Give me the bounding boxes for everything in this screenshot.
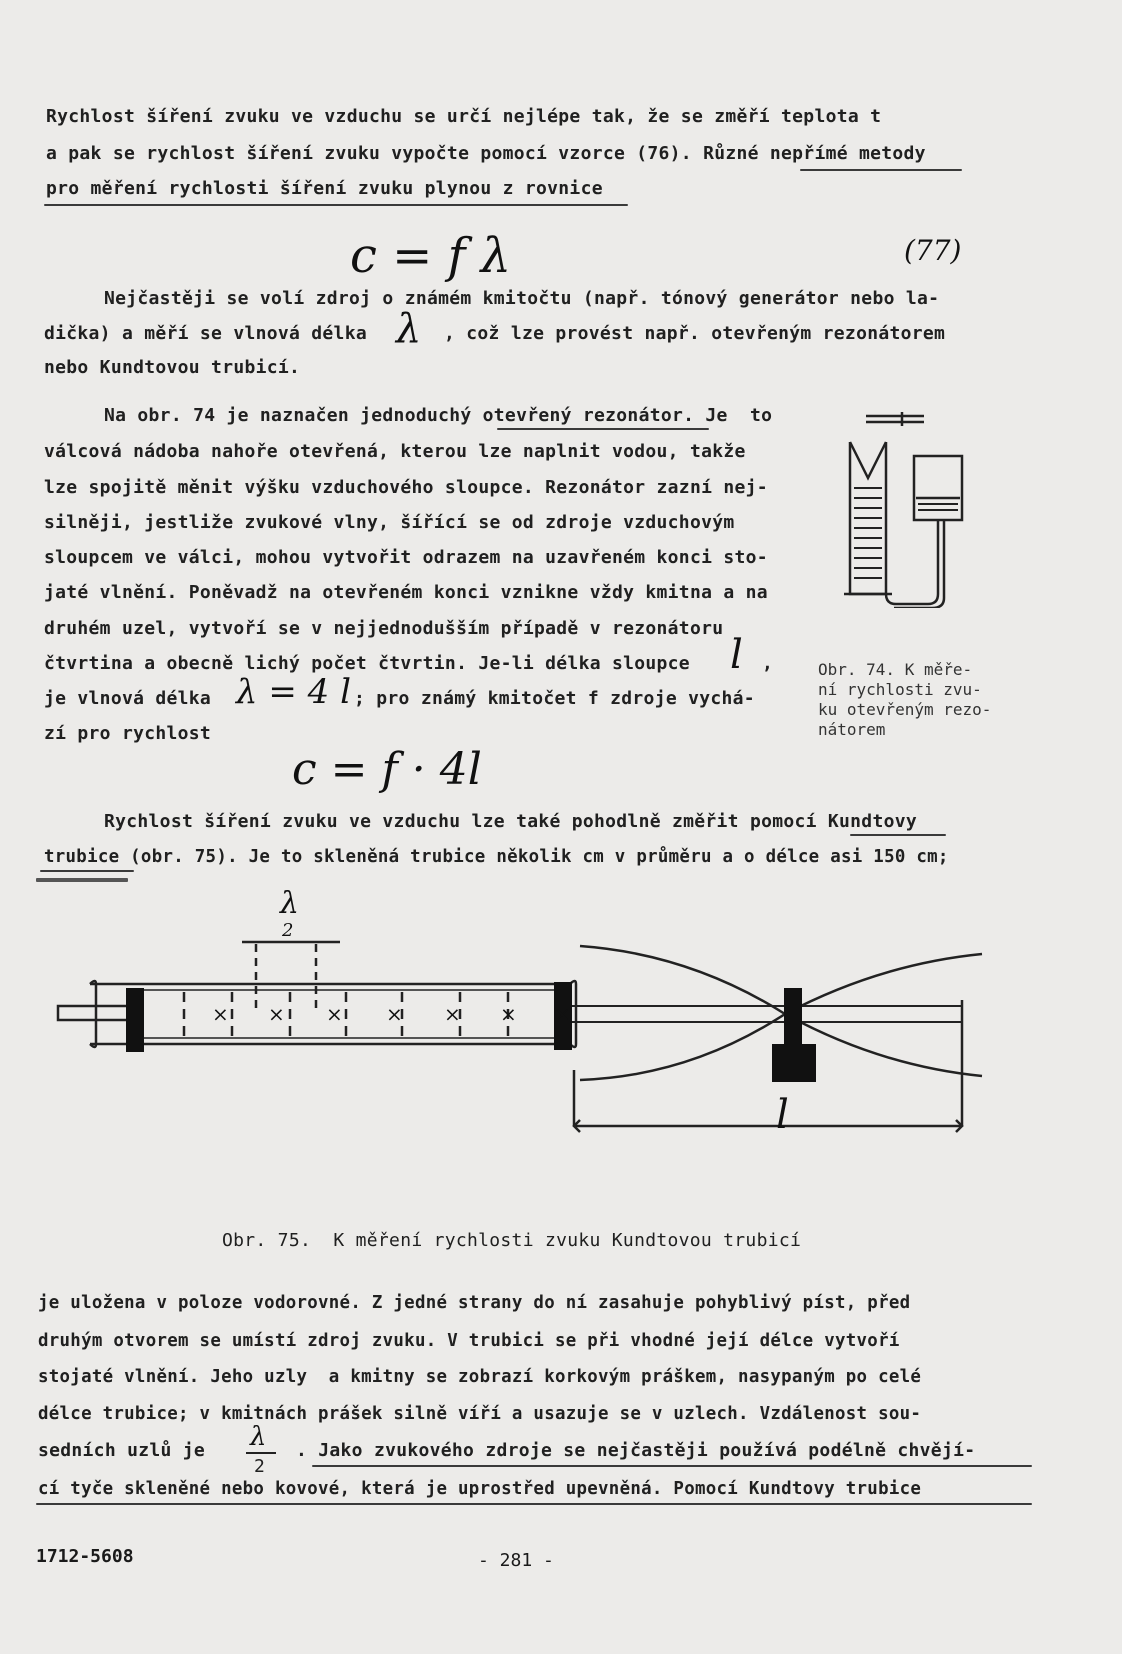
text-line: lze spojitě měnit výšku vzduchového sloupce. Rezonátor zazní nej- xyxy=(44,477,768,498)
length-symbol: l xyxy=(730,632,743,678)
text-line: délce trubice; v kmitnách prášek silně víří a usazuje se v uzlech. Vzdálenost sou- xyxy=(38,1404,922,1424)
node-mark: × xyxy=(554,1002,571,1026)
node-mark: × xyxy=(268,1002,285,1026)
fraction-bar xyxy=(246,1452,276,1454)
node-mark: × xyxy=(212,1002,229,1026)
figure-74-caption: nátorem xyxy=(818,720,886,739)
figure-75-caption: Obr. 75. K měření rychlosti zvuku Kundtovou trubicí xyxy=(222,1230,802,1251)
text-line: . Jako zvukového zdroje se nejčastěji používá podélně chvějí- xyxy=(296,1440,976,1461)
text-line: válcová nádoba nahoře otevřená, kterou lze naplnit vodou, takže xyxy=(44,441,746,462)
equation-77: c = f λ xyxy=(350,228,512,284)
text-line: silněji, jestliže zvukové vlny, šířící se od zdroje vzduchovým xyxy=(44,512,735,533)
lambda-half-numerator: λ xyxy=(280,886,300,921)
figure-74-caption: ku otevřeným rezo- xyxy=(818,700,992,719)
text-line: jaté vlnění. Poněvadž na otevřeném konci vznikne vždy kmitna a na xyxy=(44,582,768,603)
text-line: a pak se rychlost šíření zvuku vypočte pomocí vzorce (76). Různé nepřímé metody xyxy=(46,143,926,164)
resonator-figure xyxy=(836,408,986,608)
text-line: cí tyče skleněné nebo kovové, která je uprostřed upevněná. Pomocí Kundtovy trubice xyxy=(38,1479,922,1499)
figure-74-caption: Obr. 74. K měře- xyxy=(818,660,973,679)
underline xyxy=(40,870,134,872)
text-line: je uložena v poloze vodorovné. Z jedné strany do ní zasahuje pohyblivý píst, před xyxy=(38,1293,911,1313)
document-code: 1712-5608 xyxy=(36,1546,134,1567)
node-mark: × xyxy=(326,1002,343,1026)
lambda-equation: λ = 4 l xyxy=(236,672,351,712)
fraction-denominator: 2 xyxy=(254,1456,266,1477)
underline xyxy=(497,428,709,430)
text-line: druhém uzel, vytvoří se v nejjednodušším případě v rezonátoru xyxy=(44,618,724,639)
text-line: je vlnová délka xyxy=(44,688,212,709)
underline xyxy=(36,1503,1032,1505)
lambda-half-denominator: 2 xyxy=(282,920,294,941)
text-line: čtvrtina a obecně lichý počet čtvrtin. Je-li délka sloupce xyxy=(44,653,690,674)
text-line: ; pro známý kmitočet f zdroje vychá- xyxy=(354,688,755,709)
text-line: druhým otvorem se umístí zdroj zvuku. V trubici se při vhodné její délce vytvoří xyxy=(38,1331,900,1351)
text-line: nebo Kundtovou trubicí. xyxy=(44,357,301,378)
equation-number: (77) xyxy=(904,234,962,267)
node-mark: × xyxy=(500,1002,517,1026)
lambda-symbol: λ xyxy=(396,306,422,352)
text-line: sedních uzlů je xyxy=(38,1440,206,1461)
page-number: - 281 - xyxy=(478,1550,554,1571)
node-mark: × xyxy=(386,1002,403,1026)
text-line: zí pro rychlost xyxy=(44,723,212,744)
underline xyxy=(44,204,628,206)
text-line: pro měření rychlosti šíření zvuku plynou z rovnice xyxy=(46,178,603,199)
underline xyxy=(800,169,962,171)
text-line: Na obr. 74 je naznačen jednoduchý otevřený rezonátor. Je to xyxy=(104,405,773,426)
underline xyxy=(850,834,946,836)
kundt-tube-figure xyxy=(50,930,1062,1190)
tube-length-label: l xyxy=(776,1092,789,1138)
text-line: Rychlost šíření zvuku ve vzduchu lze také pohodlně změřit pomocí Kundtovy xyxy=(104,811,917,832)
text-line: trubice (obr. 75). Je to skleněná trubice několik cm v průměru a o délce asi 150 cm; xyxy=(44,847,949,867)
text-line: sloupcem ve válci, mohou vytvořit odrazem na uzavřeném konci sto- xyxy=(44,547,768,568)
text-line: , xyxy=(762,653,774,674)
node-mark: × xyxy=(444,1002,461,1026)
equation-c-f4l: c = f · 4l xyxy=(292,744,482,795)
text-line: Rychlost šíření zvuku ve vzduchu se určí nejlépe tak, že se změří teplota t xyxy=(46,106,882,127)
underline xyxy=(36,878,128,882)
text-line: , což lze provést např. otevřeným rezonátorem xyxy=(444,323,946,344)
text-line: Nejčastěji se volí zdroj o známém kmitočtu (např. tónový generátor nebo la- xyxy=(104,288,940,309)
underline xyxy=(312,1465,1032,1467)
text-line: stojaté vlnění. Jeho uzly a kmitny se zobrazí korkovým práškem, nasypaným po celé xyxy=(38,1367,922,1387)
fraction-numerator: λ xyxy=(250,1422,267,1452)
figure-74-caption: ní rychlosti zvu- xyxy=(818,680,982,699)
text-line: dička) a měří se vlnová délka xyxy=(44,323,367,344)
